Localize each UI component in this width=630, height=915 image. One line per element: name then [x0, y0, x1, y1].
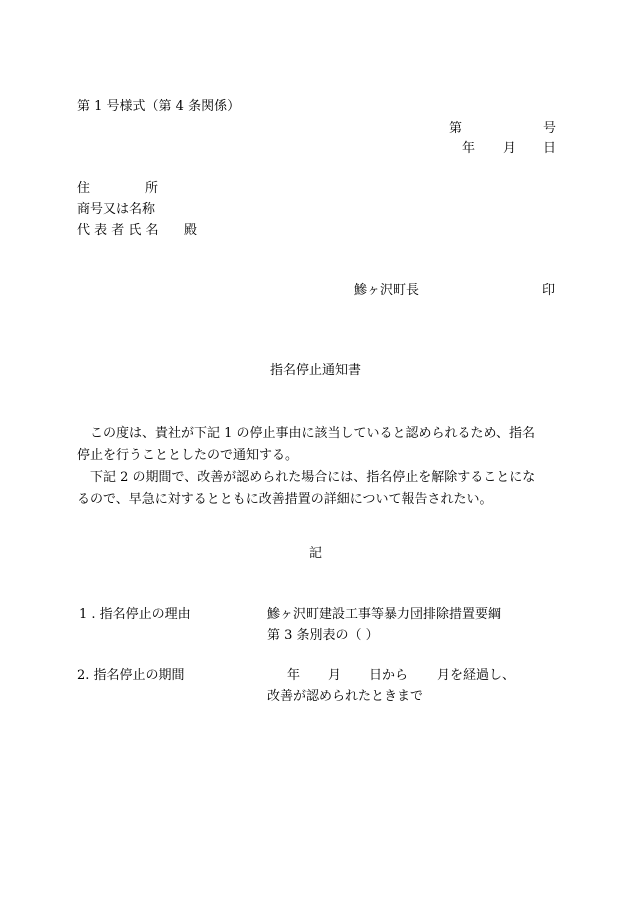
date-month: 月	[503, 141, 517, 156]
item-1-label: 1 . 指名停止の理由	[79, 607, 191, 622]
body-p1-line2: 停止を行うこととしたので通知する。	[77, 448, 299, 463]
item-2-label: 2. 指名停止の期間	[77, 668, 185, 683]
doc-number-suffix: 号	[543, 121, 557, 136]
body-p1-line1: この度は、貴社が下記 1 の停止事由に該当していると認められるため、指名	[90, 426, 536, 441]
form-label: 第 1 号様式（第 4 条関係）	[77, 99, 241, 114]
item-1-value-line1: 鰺ヶ沢町建設工事等暴力団排除措置要綱	[267, 607, 502, 622]
item-2-year: 年	[287, 668, 301, 683]
recipient-company: 商号又は名称	[77, 202, 156, 217]
body-paragraph-2	[77, 467, 557, 511]
item-2-value-line2: 改善が認められたときまで	[267, 689, 424, 704]
item-1-value-line2: 第 3 条別表の（ ）	[267, 628, 379, 643]
doc-number-prefix: 第	[449, 121, 463, 136]
body-paragraph-1	[77, 423, 557, 467]
item-2-month-elapsed: 月を経過し、	[437, 668, 516, 683]
recipient-representative: 代 表 者 氏 名	[77, 223, 159, 238]
body-p2-line2: るので、早急に対するとともに改善措置の詳細について報告されたい。	[77, 492, 493, 507]
issuer-name: 鰺ヶ沢町長	[354, 283, 420, 298]
item-2-month: 月	[328, 668, 342, 683]
document-title: 指名停止通知書	[270, 363, 362, 378]
recipient-honorific: 殿	[184, 223, 198, 238]
recipient-address-b: 所	[145, 181, 159, 196]
item-2-day-from: 日から	[369, 668, 409, 683]
date-year: 年	[462, 141, 476, 156]
date-day: 日	[543, 141, 557, 156]
issuer-seal: 印	[542, 283, 556, 298]
recipient-address-a: 住	[77, 181, 91, 196]
ki-heading: 記	[309, 546, 323, 561]
body-p2-line1: 下記 2 の期間で、改善が認められた場合には、指名停止を解除することにな	[90, 470, 536, 485]
